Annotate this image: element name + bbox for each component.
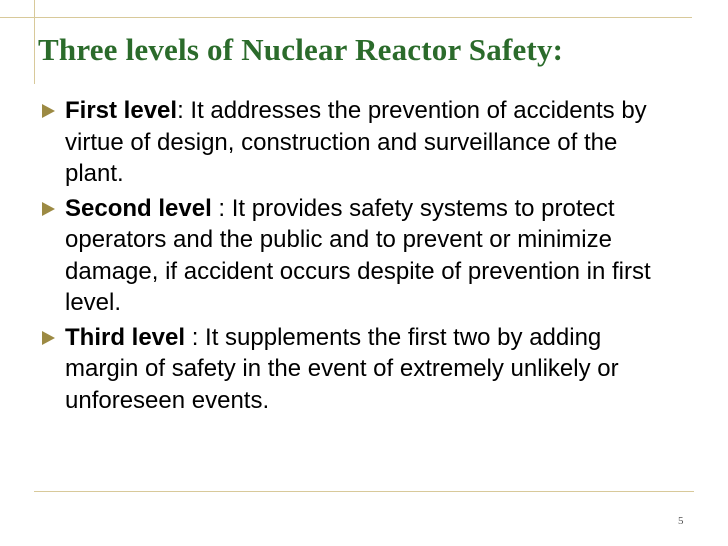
bullet-term: First level <box>65 97 178 124</box>
bullet-first-level <box>37 95 677 190</box>
bottom-rule <box>34 491 694 492</box>
bullet-third-level <box>37 322 677 417</box>
slide-title: Three levels of Nuclear Reactor Safety: <box>38 32 564 67</box>
corner-vertical-rule <box>34 0 35 84</box>
page-number: 5 <box>678 515 684 527</box>
bullet-list <box>37 95 677 419</box>
bullet-text: : It supplements the first two by adding margin of safety in the event of extremely unlikely or unforeseen events. <box>65 323 619 414</box>
bullet-term: Third level <box>65 323 186 351</box>
triangle-bullet-icon <box>42 202 55 216</box>
bullet-second-level <box>37 193 677 319</box>
triangle-bullet-icon <box>42 104 55 118</box>
bullet-text: : It addresses the prevention of accidents by virtue of design, construction and surveillance of the plant. <box>65 97 647 187</box>
bullet-text: : It provides safety systems to protect operators and the public and to prevent or minimize damage, if accident occurs despite of prevention in first level. <box>65 194 651 316</box>
bullet-term: Second level <box>65 194 212 222</box>
triangle-bullet-icon <box>42 331 55 345</box>
top-rule <box>0 17 692 18</box>
